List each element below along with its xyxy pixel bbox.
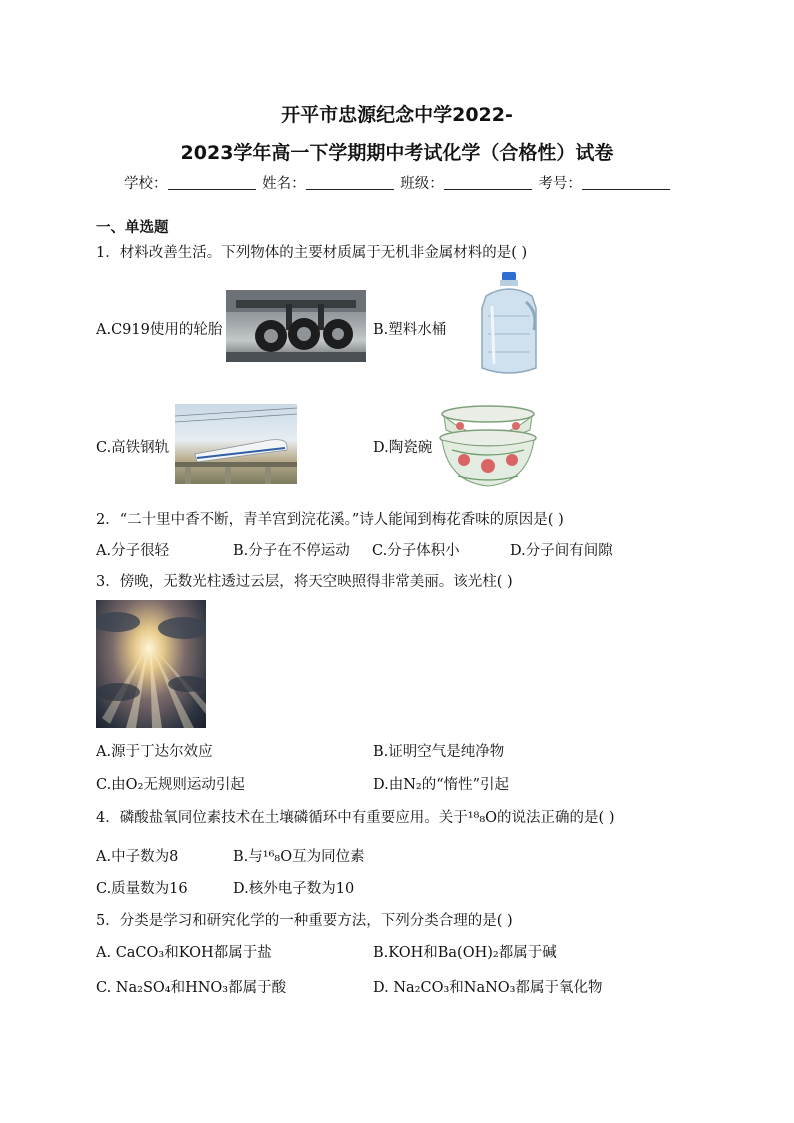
exam-number-label: 考号： [538, 176, 582, 192]
name-label: 姓名： [262, 176, 306, 192]
school-label: 学校： [124, 176, 168, 192]
question-3-option-a: A.源于丁达尔效应 [96, 744, 213, 760]
question-1-option-b: B.塑料水桶 [373, 322, 447, 338]
question-4-option-a: A.中子数为8 [96, 849, 179, 865]
question-4-stem: 4．磷酸盐氧同位素技术在土壤磷循环中有重要应用。关于¹⁸₈O的说法正确的是( ) [96, 810, 615, 826]
ceramic-bowl-image [438, 404, 538, 488]
aircraft-tire-image [226, 290, 366, 362]
question-2-stem: 2．“二十里中香不断，青羊宫到浣花溪。”诗人能闻到梅花香味的原因是( ) [96, 512, 564, 528]
exam-number-blank[interactable] [582, 175, 670, 190]
question-1-stem: 1．材料改善生活。下列物体的主要材质属于无机非金属材料的是( ) [96, 245, 528, 261]
question-1-option-c: C.高铁钢轨 [96, 440, 170, 456]
question-5-stem: 5．分类是学习和研究化学的一种重要方法，下列分类合理的是( ) [96, 913, 513, 929]
question-4-option-c: C.质量数为16 [96, 881, 188, 897]
question-5-option-d: D. Na₂CO₃和NaNO₃都属于氧化物 [373, 980, 603, 996]
question-2-option-d: D.分子间有间隙 [510, 543, 613, 559]
question-5-option-c: C. Na₂SO₄和HNO₃都属于酸 [96, 980, 287, 996]
question-4-option-b: B.与¹⁶₈O互为同位素 [233, 849, 365, 865]
question-2-option-a: A.分子很轻 [96, 543, 170, 559]
question-3-option-b: B.证明空气是纯净物 [373, 744, 505, 760]
question-5-option-b: B.KOH和Ba(OH)₂都属于碱 [373, 945, 557, 961]
page-title-line2: 2023学年高一下学期期中考试化学（合格性）试卷 [180, 142, 614, 164]
student-info-line [124, 172, 672, 193]
question-3-option-c: C.由O₂无规则运动引起 [96, 777, 245, 793]
question-3-stem: 3．傍晚，无数光柱透过云层，将天空映照得非常美丽。该光柱( ) [96, 574, 513, 590]
question-2-option-b: B.分子在不停运动 [233, 543, 350, 559]
class-blank[interactable] [444, 175, 532, 190]
question-1-option-a: A.C919使用的轮胎 [96, 322, 223, 338]
section-title: 一、单选题 [96, 220, 169, 236]
question-3-option-d: D.由N₂的“惰性”引起 [373, 777, 510, 793]
high-speed-rail-image [175, 404, 297, 484]
question-5-option-a: A. CaCO₃和KOH都属于盐 [96, 945, 272, 961]
school-blank[interactable] [168, 175, 256, 190]
name-blank[interactable] [306, 175, 394, 190]
light-beams-clouds-image [96, 600, 206, 728]
plastic-water-bucket-image [474, 272, 544, 378]
page-title-line1: 开平市忠源纪念中学2022- [281, 104, 513, 126]
question-4-option-d: D.核外电子数为10 [233, 881, 355, 897]
class-label: 班级： [400, 176, 444, 192]
question-2-option-c: C.分子体积小 [372, 543, 460, 559]
question-1-option-d: D.陶瓷碗 [373, 440, 433, 456]
